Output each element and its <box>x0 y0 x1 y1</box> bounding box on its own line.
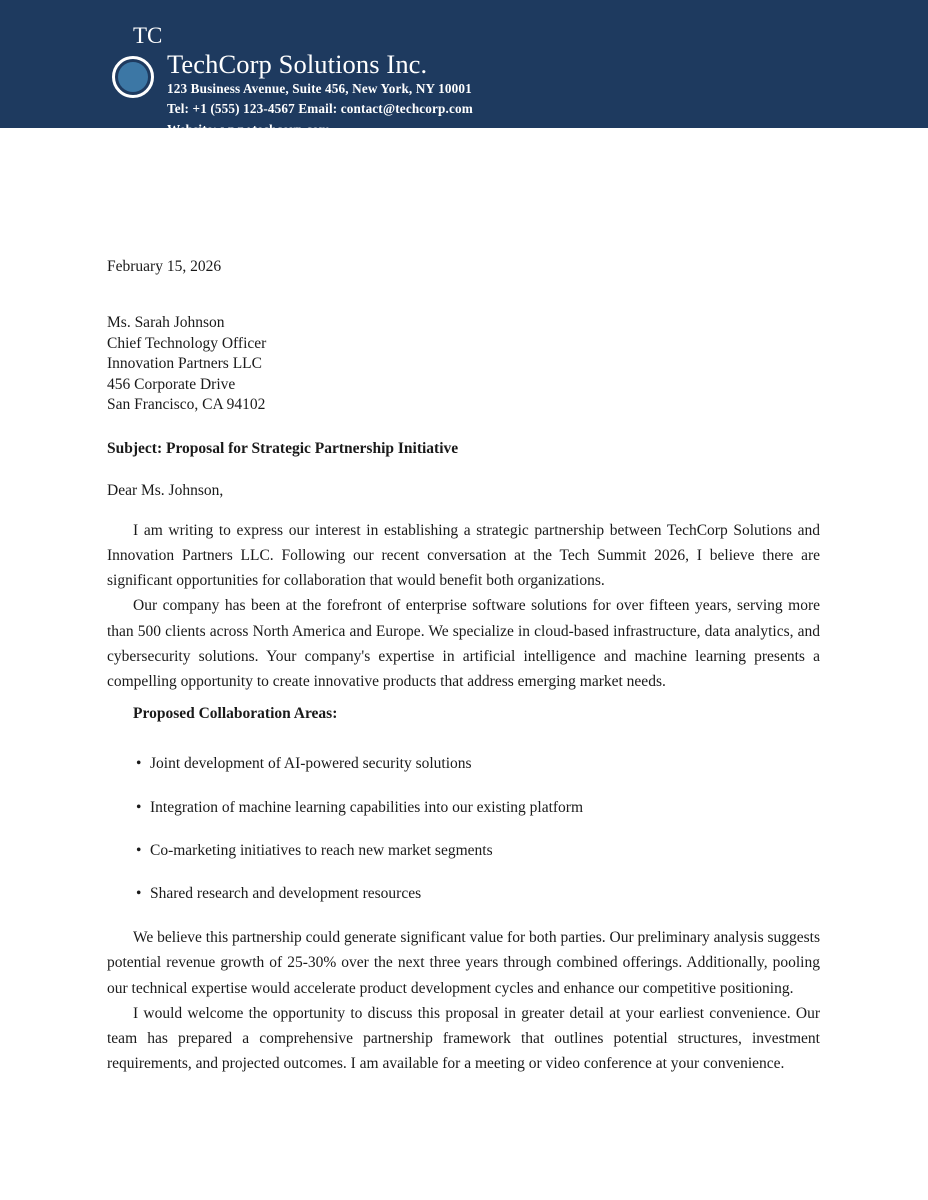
letterhead-banner <box>0 0 928 137</box>
bullet-icon: • <box>136 798 142 816</box>
company-name: TechCorp Solutions Inc. <box>167 49 428 79</box>
collaboration-areas-list <box>107 726 820 906</box>
paragraph-2: Our company has been at the forefront of enterprise software solutions for over fifteen years, serving more than 500 clients across North America and Europe. We specialize in cloud-based infrastructure, data analytics, and cybersecurity solutions. Your company's expertise in artificial intelligence and machine learning presents a compelling opportunity to create innovative products that address emerging market needs. <box>107 597 820 690</box>
letter-body <box>107 128 820 1076</box>
list-item-label: Joint development of AI-powered security solutions <box>150 755 472 773</box>
recipient-company: Innovation Partners LLC <box>107 355 262 373</box>
paragraph-1: I am writing to express our interest in establishing a strategic partnership between TechCorp Solutions and Innovation Partners LLC. Following our recent conversation at the Tech Summit 2026, I believe there are significant opportunities for collaboration that would benefit both organizations. <box>107 521 820 590</box>
list-item-label: Co-marketing initiatives to reach new market segments <box>150 841 493 859</box>
paragraph-4: I would welcome the opportunity to discuss this proposal in greater detail at your earliest convenience. Our team has prepared a comprehensive partnership framework that outlines potential structures, investment requirements, and projected outcomes. I am available for a meeting or video conference at your convenience. <box>107 1004 820 1073</box>
recipient-address-block <box>107 278 820 416</box>
list-item <box>107 820 820 863</box>
list-item <box>107 863 820 906</box>
logo-monogram: TC <box>133 23 163 48</box>
letterhead-content <box>107 0 867 137</box>
list-item <box>107 777 820 820</box>
company-contact: Tel: +1 (555) 123-4567 Email: contact@techcorp.com <box>167 101 473 117</box>
collaboration-subheading: Proposed Collaboration Areas: <box>133 705 338 723</box>
list-item-label: Integration of machine learning capabilities into our existing platform <box>150 798 584 816</box>
recipient-city: San Francisco, CA 94102 <box>107 396 266 414</box>
bullet-icon: • <box>136 841 142 859</box>
logo-disc-icon <box>118 62 148 92</box>
list-item-label: Shared research and development resources <box>150 884 422 902</box>
bullet-icon: • <box>136 755 142 773</box>
recipient-name: Ms. Sarah Johnson <box>107 313 225 331</box>
letter-date: February 15, 2026 <box>107 258 222 275</box>
list-spacer <box>107 906 820 925</box>
company-logo <box>112 56 154 98</box>
bullet-icon: • <box>136 884 142 902</box>
recipient-title: Chief Technology Officer <box>107 334 267 352</box>
paragraph-3: We believe this partnership could generate significant value for both parties. Our preliminary analysis suggests potential revenue growth of 25-30% over the next three years through combined offerings. Additionally, pooling our technical expertise would accelerate product development cycles and enhance our competitive positioning. <box>107 929 821 997</box>
recipient-street: 456 Corporate Drive <box>107 375 236 393</box>
company-address: 123 Business Avenue, Suite 456, New York, NY 10001 <box>167 80 472 96</box>
company-identity <box>167 50 867 140</box>
salutation: Dear Ms. Johnson, <box>107 481 224 499</box>
company-website: Website: www.techcorp.com <box>167 121 331 137</box>
list-item <box>107 726 820 776</box>
subject-line: Subject: Proposal for Strategic Partnership Initiative <box>107 439 459 457</box>
